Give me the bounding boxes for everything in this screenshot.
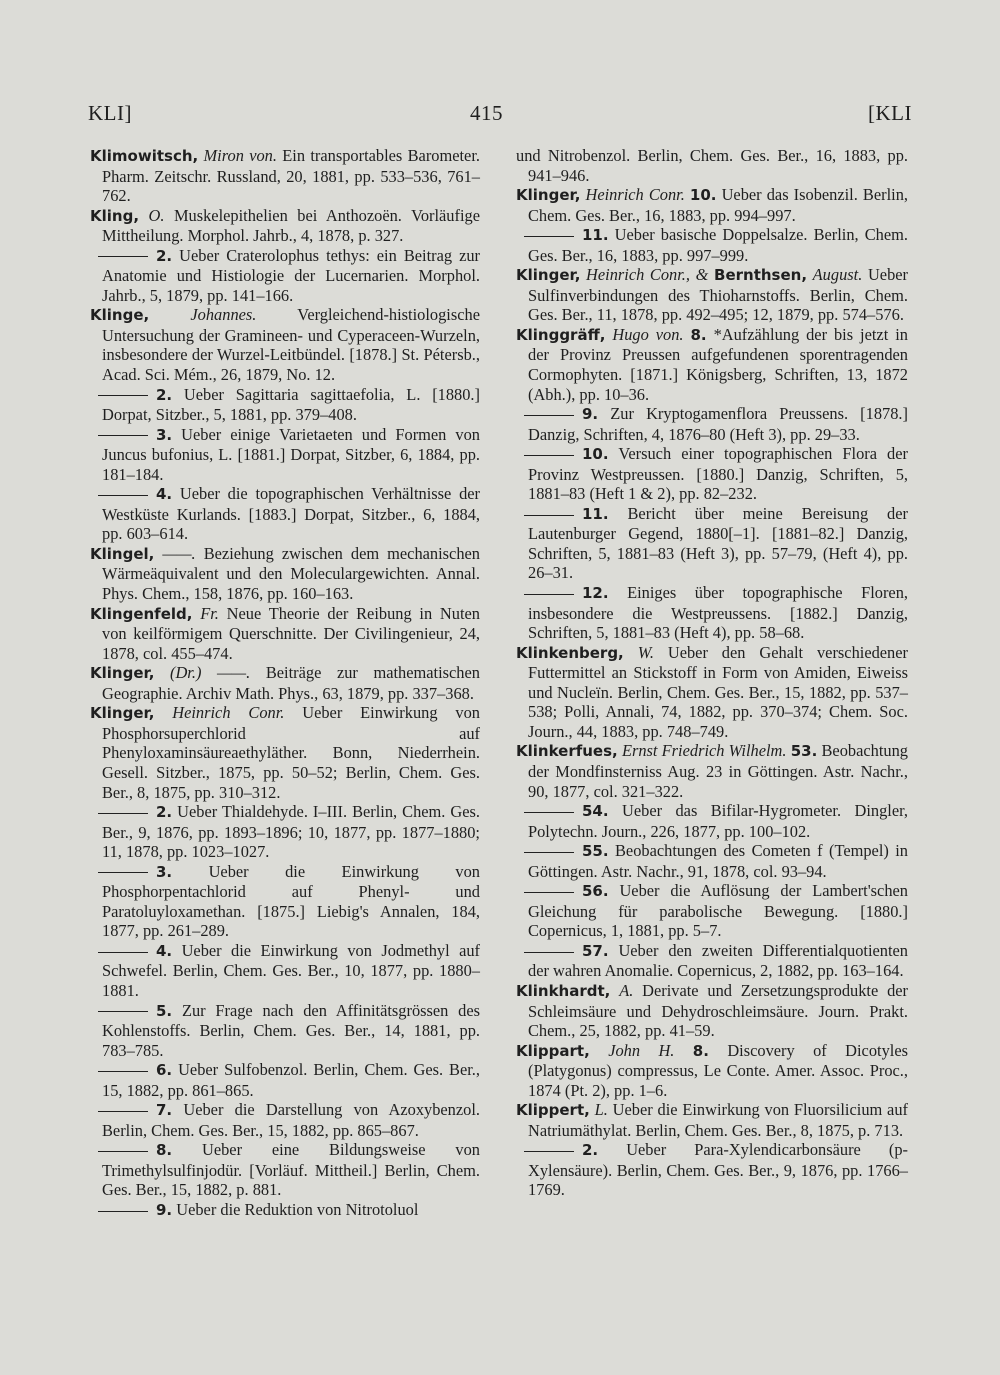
bibliography-entry: [516, 981, 908, 1041]
entry-text: Neue Theorie der Reibung in Nuten von keilförmigem Querschnitte. Der Civilingenieur, 24, 1878, col. 455–474.: [102, 603, 480, 663]
entry-number: 10.: [582, 445, 609, 464]
entry-text: Ueber Sulfobenzol. Berlin, Chem. Ges. Ber., 15, 1882, pp. 861–865.: [102, 1060, 480, 1100]
ditto-dash: [98, 256, 148, 257]
entry-text: Ueber die Reduktion von Nitrotoluol: [176, 1199, 419, 1219]
entry-text: Ueber das Bifilar-Hygrometer. Dingler, Polytechn. Journ., 226, 1877, pp. 100–102.: [528, 801, 908, 841]
ditto-dash: [98, 1111, 148, 1112]
bibliography-subentry: [90, 246, 480, 306]
author-surname: Klinkhardt,: [516, 981, 611, 1000]
bibliography-entry: [516, 1100, 908, 1140]
entry-number: 7.: [156, 1101, 173, 1120]
bibliography-entry: [90, 146, 480, 206]
author-surname: Klinger,: [90, 664, 155, 683]
ditto-dash: [524, 236, 574, 237]
author-surname: Kling,: [90, 206, 140, 225]
bibliography-subentry: [90, 1001, 480, 1061]
entry-number: 56.: [582, 882, 609, 901]
entry-text: Ueber eine Bildungsweise von Trimethylsulfinjodür. [Vorläuf. Mittheil.] Berlin, Chem. Ges. Ber., 15, 1882, p. 881.: [102, 1140, 480, 1200]
author-given-name: (Dr.) ——.: [169, 663, 251, 683]
entry-text: Ueber Craterolophus tethys: ein Beitrag zur Anatomie und Histiologie der Lucernarien. Morphol. Jahrb., 5, 1879, pp. 141–166.: [102, 245, 480, 305]
ditto-dash: [524, 892, 574, 893]
bibliography-subentry: [516, 225, 908, 265]
entry-text: Ueber Sagittaria sagittaefolia, L. [1880.] Dorpat, Sitzber., 5, 1881, pp. 379–408.: [102, 384, 480, 425]
entry-text: Discovery of Dicotyles (Platygonus) compressus, Le Conte. Amer. Assoc. Proc., 1874 (Pt. 2), pp. 1–6.: [528, 1040, 908, 1100]
ditto-dash: [98, 1151, 148, 1152]
entry-number: 9.: [582, 405, 599, 424]
author-surname: Klingenfeld,: [90, 604, 193, 623]
bibliography-subentry: [516, 404, 908, 444]
entry-text: Versuch einer topographischen Flora der Provinz Westpreussen. [1880.] Danzig, Schriften, 5, 1881–83 (Heft 1 & 2), pp. 82–232.: [528, 444, 908, 504]
author-surname: Klinger,: [516, 266, 581, 285]
bibliography-entry: [90, 604, 480, 664]
author-given-name: ——.: [162, 543, 196, 563]
entry-text: Ueber Para-Xylendicarbonsäure (p-Xylensäure). Berlin, Chem. Ges. Ber., 9, 1876, pp. 1766–1769.: [528, 1140, 908, 1200]
bibliography-subentry: [516, 504, 908, 583]
author-given-name: Miron von.: [203, 146, 277, 165]
entry-number: 55.: [582, 842, 609, 861]
bibliography-entry: [516, 1041, 908, 1101]
entry-text: Derivate und Zersetzungsprodukte der Schleimsäure und Dehydroschleimsäure. Journ. Prakt. Chem., 25, 1882, pp. 41–59.: [528, 980, 908, 1041]
entry-text: Ueber basische Doppelsalze. Berlin, Chem. Ges. Ber., 16, 1883, pp. 997–999.: [528, 225, 908, 265]
right-column: [516, 146, 908, 1200]
ditto-dash: [98, 952, 148, 953]
entry-text: Ueber einige Varietaeten und Formen von Juncus bufonius, L. [1881.] Dorpat, Sitzber, 6, 1884, pp. 181–184.: [102, 424, 480, 484]
entry-number: 2.: [156, 246, 173, 265]
ditto-dash: [98, 435, 148, 436]
author-given-name: Johannes.: [190, 305, 257, 325]
entry-number: 53.: [790, 742, 818, 761]
entry-text: Muskelepithelien bei Anthozoën. Vorläufige Mittheilung. Morphol. Jahrb., 4, 1878, p. 327.: [102, 205, 480, 246]
ditto-dash: [524, 1151, 574, 1152]
bibliography-subentry: [90, 1140, 480, 1200]
entry-text: Ueber die Auflösung der Lambert'schen Gleichung für parabolische Bewegung. [1880.] Copernicus, 1, 1881, pp. 5–7.: [528, 881, 908, 941]
entry-number: 6.: [156, 1061, 173, 1080]
bibliography-entry: [516, 265, 908, 325]
page-number: 415: [470, 101, 503, 125]
entry-text: Ueber die topographischen Verhältnisse der Westküste Kurlands. [1883.] Dorpat, Sitzber., 6, 1884, pp. 603–614.: [102, 484, 480, 544]
author-given-name: Heinrich Conr.: [172, 703, 285, 723]
author-surname: Klinkerfues,: [516, 742, 618, 761]
entry-number: 2.: [156, 385, 173, 404]
entry-text: Ueber Thialdehyde. I–III. Berlin, Chem. Ges. Ber., 9, 1876, pp. 1893–1896; 10, 1877, pp. 1877–1880; 11, 1878, pp. 1023–1027.: [102, 802, 480, 862]
entry-text: Zur Kryptogamenflora Preussens. [1878.] Danzig, Schriften, 4, 1876–80 (Heft 3), pp. 29–33.: [528, 404, 908, 444]
bibliography-subentry: [516, 941, 908, 981]
entry-text: Beziehung zwischen dem mechanischen Wärmeäquivalent und den Moleculargewichten. Annal. Phys. Chem., 158, 1876, pp. 160–163.: [102, 543, 480, 604]
author-surname: Klinkenberg,: [516, 643, 624, 662]
entry-text: Ein transportables Barometer. Pharm. Zeitschr. Russland, 20, 1881, pp. 533–536, 761–762.: [102, 146, 480, 206]
entry-number: 4.: [156, 485, 173, 504]
entry-text: Ueber das Isobenzil. Berlin, Chem. Ges. Ber., 16, 1883, pp. 994–997.: [528, 185, 908, 225]
entry-number: 3.: [156, 425, 173, 444]
entry-number: 8.: [156, 1141, 173, 1160]
left-column: [90, 146, 480, 1221]
bibliography-subentry: [90, 941, 480, 1001]
entry-text: Vergleichend-histiologische Untersuchung der Gramineen- und Cyperaceen-Wurzeln, insbesondere der Wurzel-Leitbündel. [1878.] St. Pétersb., Acad. Sci. Mém., 26, 1879, No. 12.: [102, 305, 480, 385]
author-given-name: A.: [619, 980, 634, 1000]
bibliography-subentry: [90, 1200, 480, 1221]
bibliography-subentry: [90, 425, 480, 485]
ditto-dash: [524, 952, 574, 953]
entry-number: 4.: [156, 941, 173, 960]
author-given-name: W.: [637, 642, 654, 662]
author-surname: Klinge,: [90, 306, 150, 325]
entry-text: Ueber die Einwirkung von Phosphorpentachlorid auf Phenyl- und Paratoluyloxamethan. [1875.] Liebig's Annalen, 184, 1877, pp. 261–289.: [102, 861, 480, 941]
ditto-dash: [98, 1211, 148, 1212]
running-head-right: [KLI: [868, 101, 912, 125]
ditto-dash: [524, 415, 574, 416]
entry-number: 11.: [582, 226, 609, 245]
entry-text: Beobachtung der Mondfinsterniss Aug. 23 in Göttingen. Astr. Nachr., 90, 1877, col. 321–322.: [528, 741, 908, 801]
bibliography-entry: [516, 185, 908, 225]
entry-text: Zur Frage nach den Affinitätsgrössen des Kohlenstoffs. Berlin, Chem. Ges. Ber., 14, 1881, pp. 783–785.: [102, 1000, 480, 1060]
author-given-name: O.: [148, 205, 165, 225]
entry-text: Ueber den zweiten Differentialquotienten der wahren Anomalie. Copernicus, 2, 1882, pp. 163–164.: [528, 940, 908, 981]
bibliography-entry: [90, 206, 480, 246]
author-given-name: Heinrich Conr.: [585, 185, 685, 205]
entry-number: 8.: [690, 325, 707, 344]
ditto-dash: [524, 812, 574, 813]
coauthor-surname: Bernthsen,: [714, 266, 808, 285]
entry-number: 11.: [582, 504, 609, 523]
bibliography-subentry: [90, 1100, 480, 1140]
entry-number: 3.: [156, 862, 173, 881]
bibliography-entry: [516, 741, 908, 801]
ditto-dash: [98, 872, 148, 873]
continued-entry: [516, 146, 908, 185]
bibliography-entry: [90, 663, 480, 703]
entry-number: 5.: [156, 1001, 173, 1020]
ditto-dash: [98, 1011, 148, 1012]
author-surname: Klippert,: [516, 1101, 590, 1120]
entry-text: Ueber Einwirkung von Phosphorsuperchlorid auf Phenyloxaminsäureaethyläther. Bonn, Niederrhein. Gesell. Sitzber., 1875, pp. 50–52; Berlin, Chem. Ges. Ber., 8, 1875, pp. 310–312.: [102, 703, 480, 802]
bibliography-subentry: [516, 583, 908, 643]
entry-text: Ueber den Gehalt verschiedener Futtermittel an Stickstoff in Form von Amiden, Eiweiss und Nucleïn. Berlin, Chem. Ges. Ber., 15, 1882, pp. 537–538; Polli, Annali, 74, 1882, pp. 370–374; Chem. Soc. Journ., 44, 1883, pp. 748–749.: [528, 642, 908, 741]
running-head-left: KLI]: [88, 101, 132, 125]
entry-number: 12.: [582, 584, 609, 603]
bibliography-subentry: [90, 802, 480, 862]
entry-text: Ueber Sulfinverbindungen des Thioharnstoffs. Berlin, Chem. Ges. Ber., 11, 1878, pp. 492–495; 12, 1879, pp. 574–576.: [528, 265, 908, 325]
author-surname: Klinger,: [90, 704, 155, 723]
entry-number: 9.: [156, 1200, 173, 1219]
bibliography-entry: [90, 544, 480, 604]
entry-text: Ueber die Einwirkung von Fluorsilicium auf Natriumäthylat. Berlin, Chem. Ges. Ber., 8, 1875, p. 713.: [528, 1100, 908, 1140]
bibliography-subentry: [516, 444, 908, 504]
author-given-name: Fr.: [200, 603, 219, 623]
author-surname: Klinggräff,: [516, 325, 606, 344]
coauthor-given-name: August.: [812, 265, 863, 285]
bibliography-subentry: [90, 385, 480, 425]
ditto-dash: [524, 515, 574, 516]
ditto-dash: [98, 395, 148, 396]
ditto-dash: [524, 594, 574, 595]
bibliography-subentry: [516, 841, 908, 881]
author-surname: Klingel,: [90, 544, 155, 563]
bibliography-entry: [90, 305, 480, 384]
bibliography-entry: [516, 643, 908, 742]
entry-text: und Nitrobenzol. Berlin, Chem. Ges. Ber., 16, 1883, pp. 941–946.: [516, 146, 908, 185]
ditto-dash: [98, 1071, 148, 1072]
entry-number: 54.: [582, 802, 609, 821]
author-surname: Klippart,: [516, 1041, 590, 1060]
bibliography-subentry: [516, 1140, 908, 1200]
ditto-dash: [524, 455, 574, 456]
entry-number: 10.: [689, 186, 717, 205]
author-given-name: John H.: [608, 1040, 675, 1060]
entry-number: 8.: [692, 1041, 709, 1060]
entry-text: Ueber die Einwirkung von Jodmethyl auf Schwefel. Berlin, Chem. Ges. Ber., 10, 1877, pp. 1880–1881.: [102, 940, 480, 1000]
entry-number: 2.: [582, 1141, 599, 1160]
bibliography-entry: [90, 703, 480, 802]
entry-text: Einiges über topographische Floren, insbesondere die Westpreussens. [1882.] Danzig, Schriften, 5, 1881–83 (Heft 4), pp. 58–68.: [528, 583, 908, 643]
bibliography-subentry: [516, 881, 908, 941]
author-given-name: Heinrich Conr., &: [586, 265, 715, 285]
bibliography-subentry: [90, 862, 480, 941]
entry-text: *Aufzählung der bis jetzt in der Provinz Preussen aufgefundenen sporentragenden Cormophyten. [1871.] Königsberg, Schriften, 13, 1872 (Abh.), pp. 10–36.: [528, 324, 908, 404]
entry-text: Beobachtungen des Cometen f (Tempel) in Göttingen. Astr. Nachr., 91, 1878, col. 93–94.: [528, 841, 908, 881]
entry-text: Bericht über meine Bereisung der Lautenburger Gegend, 1880[–1]. [1881–82.] Danzig, Schriften, 5, 1881–83 (Heft 3), pp. 57–79, (Heft 4), pp. 26–31.: [528, 503, 908, 583]
entry-number: 57.: [582, 941, 609, 960]
author-given-name: Ernst Friedrich Wilhelm.: [621, 741, 787, 761]
ditto-dash: [98, 495, 148, 496]
author-surname: Klimowitsch,: [90, 147, 199, 165]
entry-text: Beiträge zur mathematischen Geographie. Archiv Math. Phys., 63, 1879, pp. 337–368.: [102, 663, 480, 703]
author-surname: Klinger,: [516, 186, 581, 205]
entry-number: 2.: [156, 803, 173, 822]
author-given-name: Hugo von.: [612, 324, 684, 344]
ditto-dash: [524, 852, 574, 853]
ditto-dash: [98, 813, 148, 814]
bibliography-subentry: [90, 484, 480, 544]
bibliography-subentry: [516, 801, 908, 841]
entry-text: Ueber die Darstellung von Azoxybenzol. Berlin, Chem. Ges. Ber., 15, 1882, pp. 865–867.: [102, 1100, 480, 1140]
bibliography-subentry: [90, 1060, 480, 1100]
author-given-name: L.: [594, 1100, 608, 1120]
bibliography-entry: [516, 325, 908, 404]
